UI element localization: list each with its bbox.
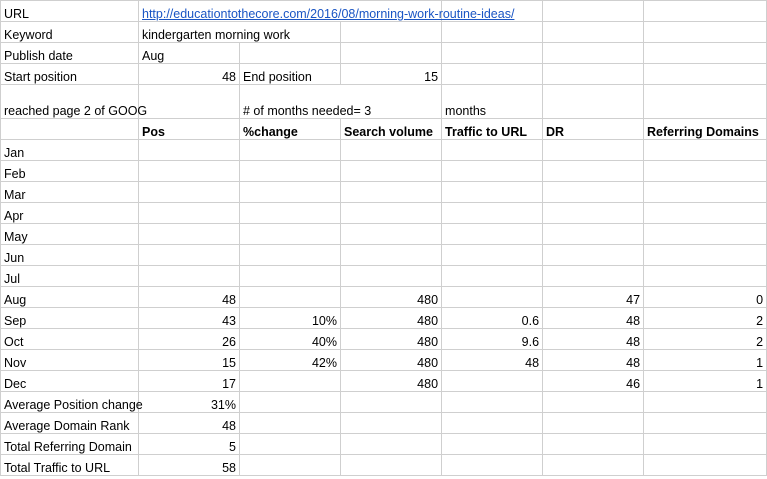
row-reached [1,85,767,119]
cell-traffic[interactable] [442,182,543,203]
cell-month[interactable]: Dec [1,371,139,392]
table-row [1,161,767,182]
cell-empty[interactable] [240,413,341,434]
cell-empty[interactable] [644,455,767,476]
cell-month[interactable]: Sep [1,308,139,329]
cell-start-value[interactable]: 48 [139,64,240,85]
cell-empty[interactable] [240,455,341,476]
cell-search-volume[interactable]: 480 [341,329,442,350]
cell-empty[interactable] [644,85,767,119]
cell-search-volume[interactable] [341,224,442,245]
cell-referring-domains[interactable] [644,203,767,224]
cell-empty[interactable] [644,413,767,434]
cell-dr[interactable] [543,245,644,266]
cell-referring-domains[interactable] [644,182,767,203]
cell-pos[interactable]: 15 [139,350,240,371]
row-positions [1,64,767,85]
cell-month[interactable]: Jan [1,140,139,161]
cell-referring-domains[interactable] [644,140,767,161]
cell-url-label[interactable]: URL [1,1,139,22]
cell-search-volume[interactable]: 480 [341,371,442,392]
cell-empty[interactable] [240,392,341,413]
cell-empty[interactable] [644,1,767,22]
cell-empty[interactable] [1,119,139,140]
cell-traffic[interactable] [442,371,543,392]
cell-empty[interactable] [644,434,767,455]
summary-row [1,434,767,455]
cell-traffic[interactable]: 48 [442,350,543,371]
cell-months-word[interactable]: months [442,85,543,119]
cell-dr[interactable] [543,161,644,182]
cell-keyword-value[interactable]: kindergarten morning work [139,22,341,43]
cell-month[interactable]: Oct [1,329,139,350]
cell-reached-label[interactable]: reached page 2 of GOOG [1,85,139,119]
cell-dr[interactable] [543,266,644,287]
cell-empty[interactable] [341,43,442,64]
cell-publish-value[interactable]: Aug [139,43,240,64]
cell-traffic[interactable]: 9.6 [442,329,543,350]
cell-referring-domains[interactable] [644,161,767,182]
cell-pos[interactable]: 17 [139,371,240,392]
table-row [1,308,767,329]
table-row [1,245,767,266]
cell-month[interactable]: Aug [1,287,139,308]
cell-empty[interactable] [543,413,644,434]
cell-month[interactable]: Nov [1,350,139,371]
cell-months-needed[interactable]: # of months needed= 3 [240,85,442,119]
cell-pos[interactable] [139,140,240,161]
cell-empty[interactable] [543,22,644,43]
cell-change[interactable]: 40% [240,329,341,350]
summary-row [1,392,767,413]
header-change[interactable]: %change [240,119,341,140]
cell-traffic[interactable] [442,140,543,161]
cell-summary-label[interactable]: Average Position change [1,392,139,413]
cell-empty[interactable] [240,434,341,455]
cell-summary-label[interactable]: Total Referring Domain [1,434,139,455]
cell-empty[interactable] [543,1,644,22]
cell-summary-value[interactable]: 5 [139,434,240,455]
cell-url-value[interactable]: http://educationtothecore.com/2016/08/morning-work-routine-ideas/ [139,1,442,22]
cell-change[interactable] [240,203,341,224]
table-row [1,224,767,245]
cell-empty[interactable] [341,434,442,455]
table-row [1,140,767,161]
cell-summary-value[interactable]: 58 [139,455,240,476]
cell-pos[interactable] [139,266,240,287]
header-pos[interactable]: Pos [139,119,240,140]
cell-summary-value[interactable]: 31% [139,392,240,413]
cell-empty[interactable] [644,392,767,413]
row-headers [1,119,767,140]
cell-empty[interactable] [341,413,442,434]
cell-keyword-label[interactable]: Keyword [1,22,139,43]
cell-empty[interactable] [644,64,767,85]
cell-empty[interactable] [543,434,644,455]
cell-empty[interactable] [442,413,543,434]
cell-change[interactable] [240,371,341,392]
header-search-volume[interactable]: Search volume [341,119,442,140]
table-row [1,266,767,287]
cell-referring-domains[interactable] [644,224,767,245]
cell-end-value[interactable]: 15 [341,64,442,85]
cell-change[interactable] [240,161,341,182]
summary-row [1,455,767,476]
table-row [1,203,767,224]
cell-empty[interactable] [442,392,543,413]
cell-empty[interactable] [442,434,543,455]
cell-publish-label[interactable]: Publish date [1,43,139,64]
cell-traffic[interactable] [442,245,543,266]
cell-pos[interactable]: 43 [139,308,240,329]
cell-search-volume[interactable] [341,182,442,203]
cell-empty[interactable] [442,22,543,43]
table-row [1,329,767,350]
cell-pos[interactable] [139,245,240,266]
row-publish [1,43,767,64]
cell-referring-domains[interactable]: 1 [644,371,767,392]
table-row [1,350,767,371]
cell-empty[interactable] [139,85,240,119]
header-referring-domains[interactable]: Referring Domains [644,119,767,140]
cell-search-volume[interactable] [341,140,442,161]
cell-month[interactable]: May [1,224,139,245]
cell-dr[interactable] [543,224,644,245]
cell-dr[interactable] [543,203,644,224]
cell-empty[interactable] [442,43,543,64]
cell-dr[interactable] [543,182,644,203]
cell-empty[interactable] [442,64,543,85]
cell-change[interactable] [240,245,341,266]
cell-search-volume[interactable]: 480 [341,308,442,329]
table-row [1,182,767,203]
cell-change[interactable]: 10% [240,308,341,329]
cell-search-volume[interactable] [341,203,442,224]
cell-traffic[interactable] [442,161,543,182]
cell-summary-value[interactable]: 48 [139,413,240,434]
cell-change[interactable] [240,266,341,287]
cell-pos[interactable]: 48 [139,287,240,308]
table-row [1,287,767,308]
cell-search-volume[interactable] [341,161,442,182]
cell-empty[interactable] [543,43,644,64]
cell-change[interactable] [240,224,341,245]
cell-month[interactable]: Feb [1,161,139,182]
cell-dr[interactable]: 46 [543,371,644,392]
cell-referring-domains[interactable] [644,245,767,266]
cell-month[interactable]: Jun [1,245,139,266]
cell-dr[interactable]: 48 [543,350,644,371]
cell-change[interactable]: 42% [240,350,341,371]
cell-dr[interactable] [543,140,644,161]
cell-traffic[interactable] [442,266,543,287]
cell-change[interactable] [240,287,341,308]
cell-traffic[interactable]: 0.6 [442,308,543,329]
cell-pos[interactable] [139,161,240,182]
table-row [1,371,767,392]
cell-empty[interactable] [543,455,644,476]
cell-change[interactable] [240,140,341,161]
cell-empty[interactable] [543,85,644,119]
header-dr[interactable]: DR [543,119,644,140]
cell-pos[interactable] [139,182,240,203]
cell-search-volume[interactable]: 480 [341,287,442,308]
cell-empty[interactable] [341,455,442,476]
cell-traffic[interactable] [442,224,543,245]
cell-pos[interactable] [139,203,240,224]
cell-month[interactable]: Apr [1,203,139,224]
grid-body [1,1,767,476]
cell-start-label[interactable]: Start position [1,64,139,85]
cell-referring-domains[interactable]: 2 [644,308,767,329]
cell-empty[interactable] [341,392,442,413]
header-traffic[interactable]: Traffic to URL [442,119,543,140]
cell-referring-domains[interactable]: 2 [644,329,767,350]
cell-empty[interactable] [442,455,543,476]
row-keyword [1,22,767,43]
cell-pos[interactable]: 26 [139,329,240,350]
cell-end-label[interactable]: End position [240,64,341,85]
cell-empty[interactable] [543,392,644,413]
cell-empty[interactable] [341,22,442,43]
cell-dr[interactable]: 47 [543,287,644,308]
row-url [1,1,767,22]
cell-traffic[interactable] [442,203,543,224]
cell-referring-domains[interactable]: 0 [644,287,767,308]
cell-search-volume[interactable] [341,266,442,287]
cell-dr[interactable]: 48 [543,308,644,329]
cell-empty[interactable] [543,64,644,85]
cell-dr[interactable]: 48 [543,329,644,350]
cell-empty[interactable] [240,43,341,64]
cell-search-volume[interactable]: 480 [341,350,442,371]
cell-change[interactable] [240,182,341,203]
cell-traffic[interactable] [442,287,543,308]
cell-empty[interactable] [644,43,767,64]
cell-referring-domains[interactable]: 1 [644,350,767,371]
cell-referring-domains[interactable] [644,266,767,287]
cell-empty[interactable] [644,22,767,43]
cell-summary-label[interactable]: Total Traffic to URL [1,455,139,476]
cell-search-volume[interactable] [341,245,442,266]
cell-pos[interactable] [139,224,240,245]
cell-summary-label[interactable]: Average Domain Rank [1,413,139,434]
summary-row [1,413,767,434]
cell-month[interactable]: Jul [1,266,139,287]
cell-month[interactable]: Mar [1,182,139,203]
